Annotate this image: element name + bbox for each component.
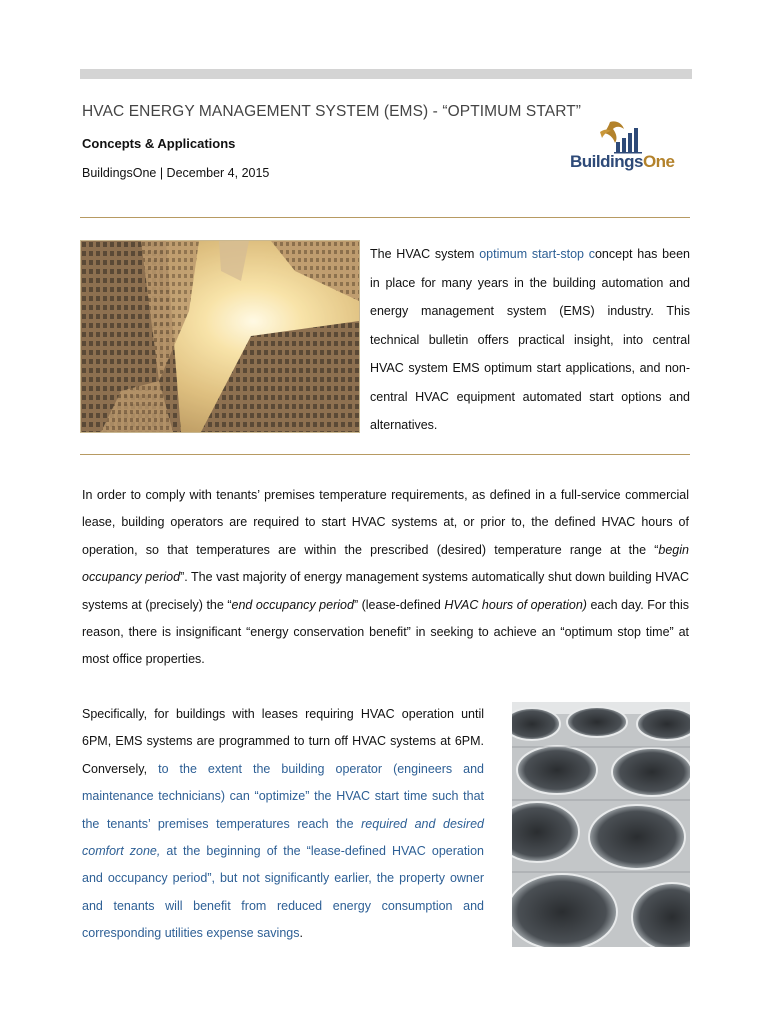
para3-text-1: Specifically, for buildings with leases requiring HVAC operation until 6PM, EMS systems are programmed to turn off HVAC systems at 6PM. Conversely, — [82, 707, 484, 776]
document-title: HVAC ENERGY MANAGEMENT SYSTEM (EMS) - “OPTIMUM START” — [82, 103, 582, 120]
skyscrapers-photo — [80, 240, 360, 433]
document-subtitle: Concepts & Applications — [82, 136, 236, 151]
para3-text-2: . — [299, 926, 303, 941]
para2-italic-3: HVAC hours of operation) — [444, 597, 587, 612]
logo-wordmark — [570, 152, 694, 172]
para3-blue-1: to the extent the building operator (engineers and maintenance technicians) can “optimize” the HVAC start time such that the tenants’ premises temperatures reach the — [82, 761, 485, 831]
optimum-start-stop-link[interactable]: optimum start-stop c — [479, 247, 595, 261]
para2-text-3: ” (lease-defined — [353, 597, 445, 612]
para2-text-1: In order to comply with tenants’ premises temperature requirements, as defined in a full-service commercial lease, building operators are required to start HVAC systems at, or prior to, the defined HVAC hours of operation, so that temperatures are within the prescribed (desired) temperature range at the “ — [82, 488, 689, 557]
para3-blue-italic: required and desired comfort zone, — [82, 816, 485, 859]
intro-text-2: oncept has been in place for many years in the building automation and energy management system (EMS) industry. This technical bulletin offers practical insight, into central HVAC system EMS optimum start applications, and non-central HVAC equipment automated start options and alternatives. — [370, 247, 690, 432]
buildingsone-logo — [570, 120, 694, 180]
specifics-paragraph — [82, 701, 484, 948]
para2-text-4: each day. For this reason, there is insignificant “energy conservation benefit” in seeking to achieve an “optimum stop time” at most office properties. — [82, 597, 690, 667]
intro-text-1: The HVAC system — [370, 247, 480, 261]
author-date: BuildingsOne | December 4, 2015 — [82, 166, 270, 180]
para2-text-2: ”. The vast majority of energy management systems automatically shut down building HVAC systems at (precisely) the “ — [82, 570, 689, 612]
compliance-paragraph — [82, 482, 689, 674]
logo-word-one: One — [642, 152, 675, 171]
intro-paragraph — [370, 240, 690, 440]
rooftop-fans-photo — [512, 702, 690, 947]
divider-top — [80, 217, 690, 218]
logo-word-buildings: Buildings — [570, 152, 643, 171]
para2-italic-2: end occupancy period — [231, 597, 354, 612]
para3-blue-2: at the beginning of the “lease-defined HVAC operation and occupancy period”, but not significantly earlier, the property owner and tenants will benefit from reduced energy consumption and corresponding utilities expense savings — [82, 844, 484, 941]
logo-bird-chart-icon — [570, 120, 694, 156]
divider-middle — [80, 454, 690, 455]
para2-italic-1: begin occupancy period — [82, 542, 689, 585]
header-bar — [80, 69, 692, 79]
